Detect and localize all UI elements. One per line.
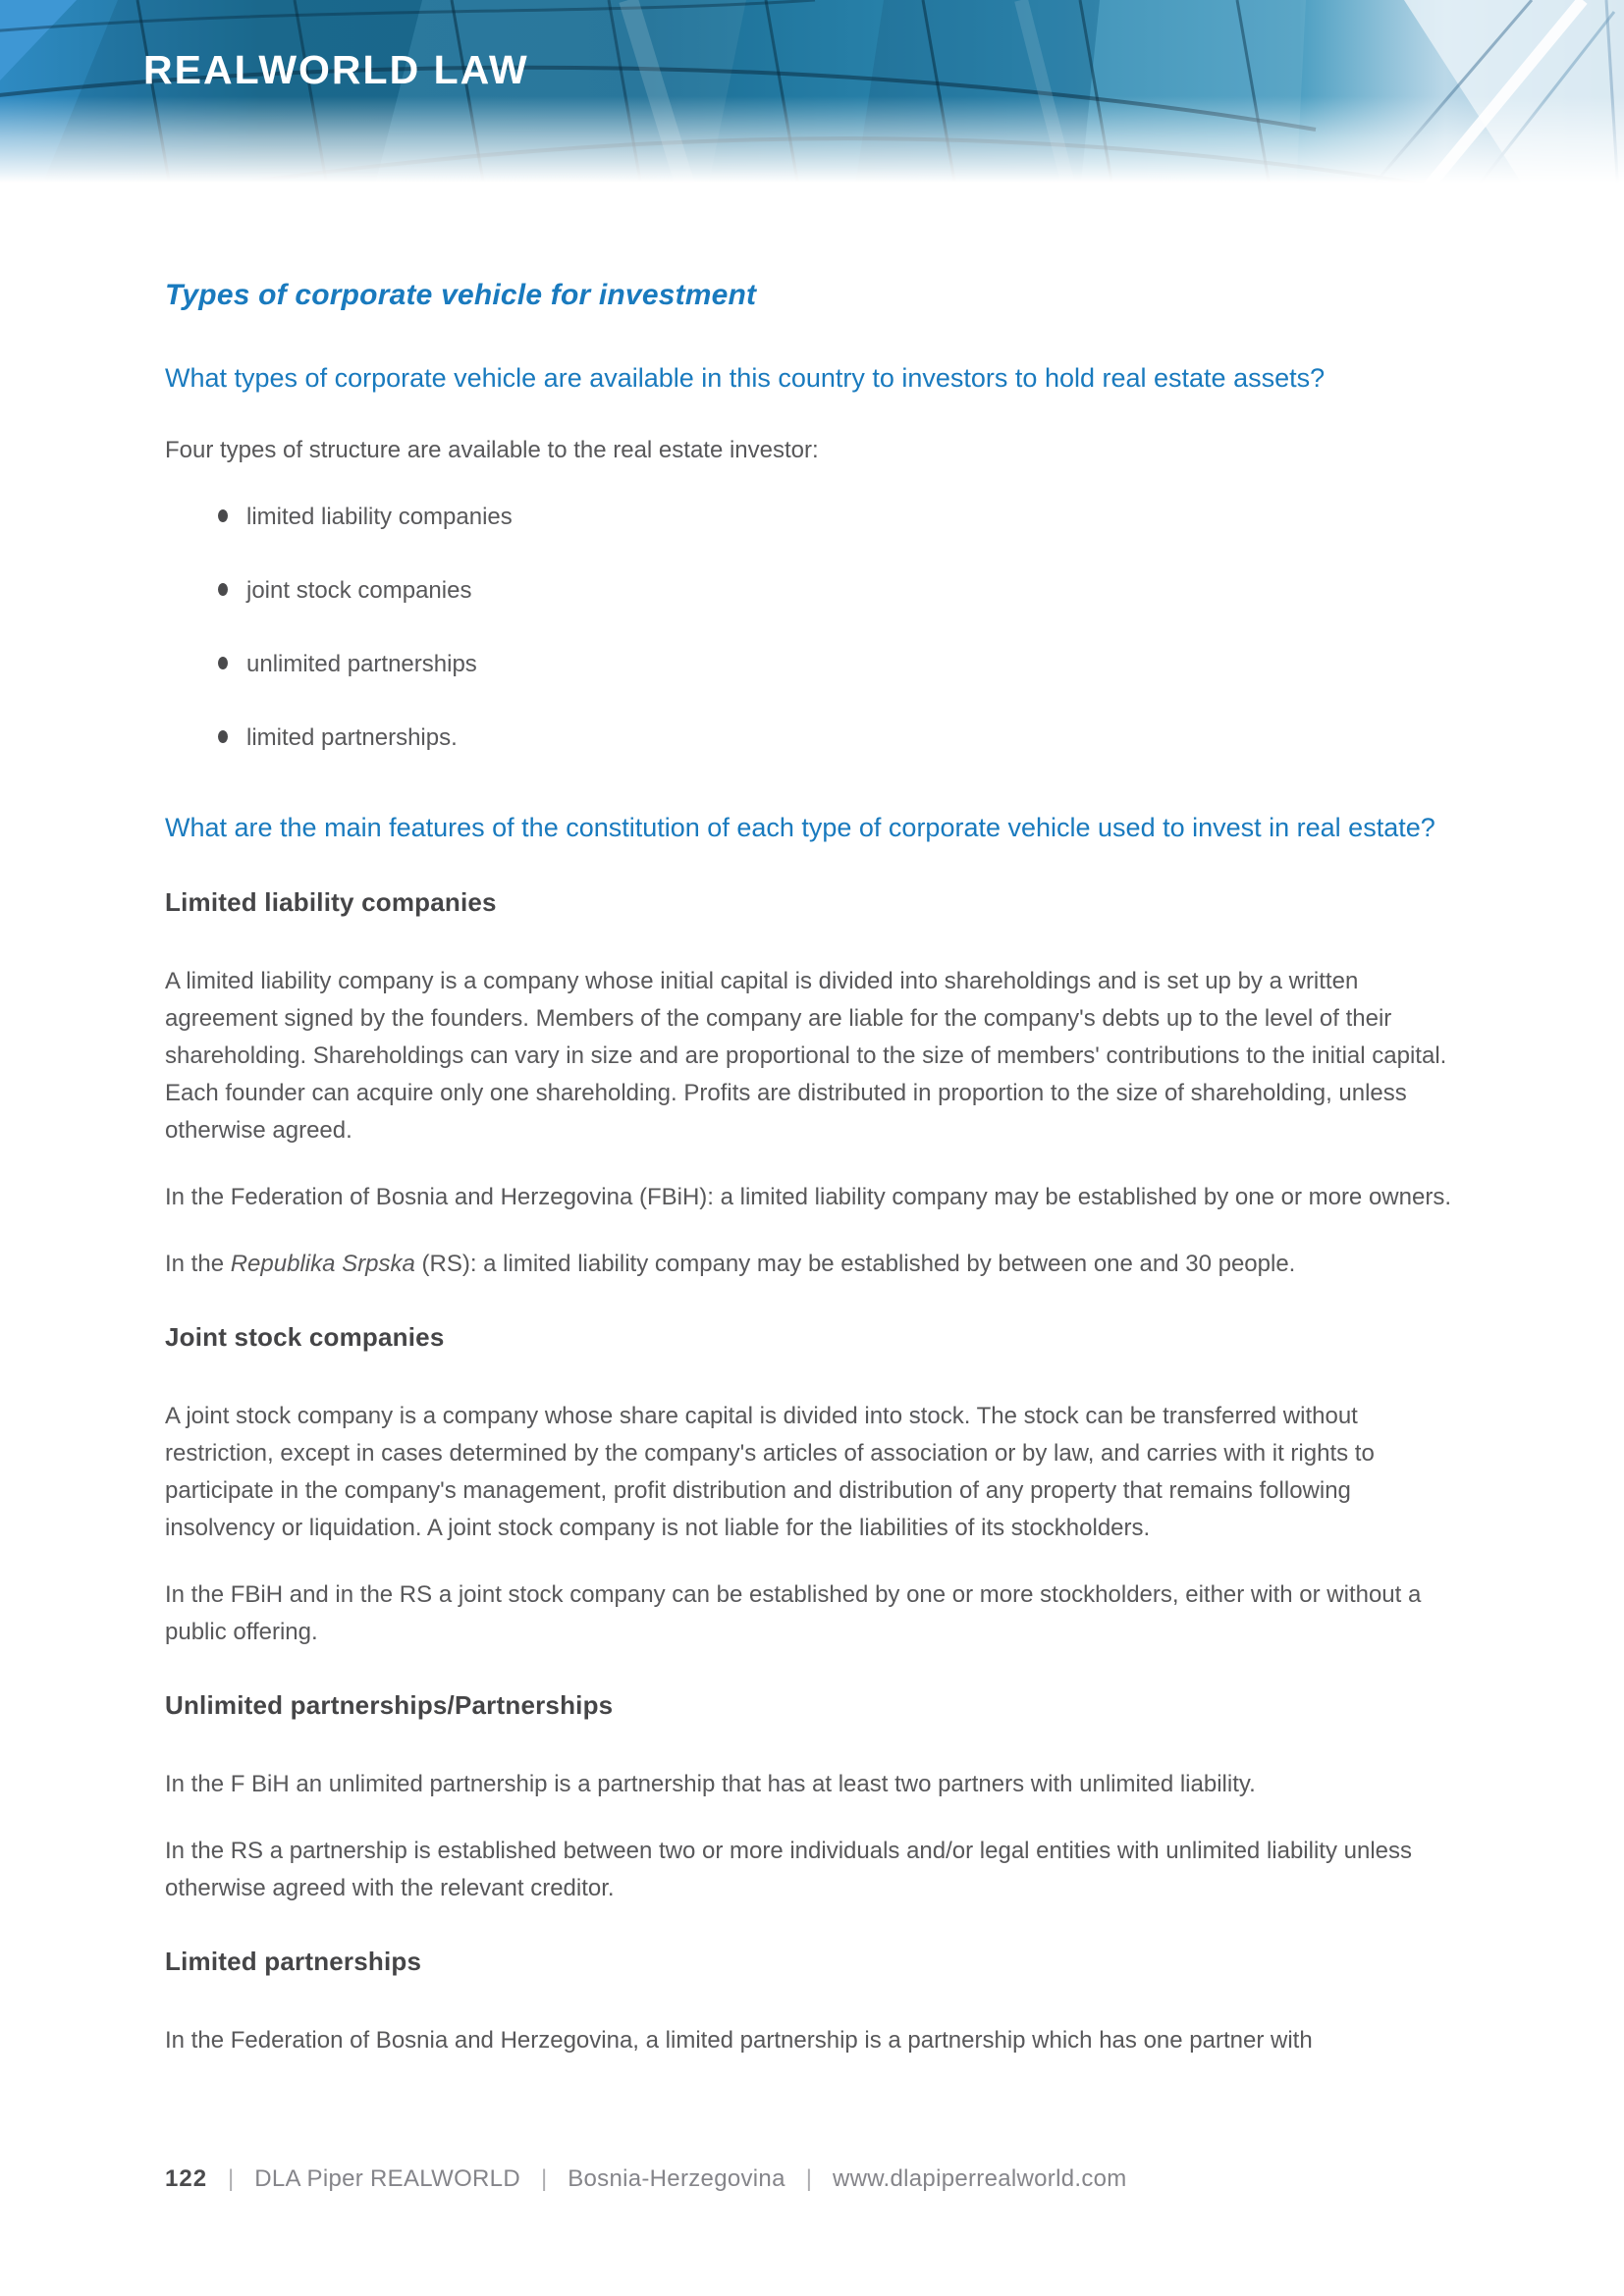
page-footer (165, 2165, 1127, 2193)
question-heading-2: What are the main features of the constitution of each type of corporate vehicle used to invest in real estate? (165, 812, 1435, 842)
subheading-limited-liability-companies: Limited liability companies (165, 887, 497, 918)
page-header-banner (0, 0, 1624, 192)
list-item-label: limited partnerships. (246, 723, 458, 751)
paragraph: A limited liability company is a company whose initial capital is divided into shareholdings and is set up by a written agreement signed by the founders. Members of the company are liable for the company's debts up to the level of their shareholding. Shareholdings can vary in size and are proportional to the size of members' contributions to the initial capital. Each founder can acquire only one shareholding. Profits are distributed in proportion to the size of shareholding, unless otherwise agreed. (165, 968, 1447, 1145)
paragraph-text: (RS): a limited liability company may be established by between one and 30 people. (414, 1251, 1296, 1278)
paragraph: In the FBiH and in the RS a joint stock company can be established by one or more stockholders, either with or without a public offering. (165, 1581, 1422, 1646)
lead-paragraph: Four types of structure are available to the real estate investor: (165, 436, 819, 463)
list-item (165, 576, 1467, 606)
subheading-limited-partnerships: Limited partnerships (165, 1947, 422, 1977)
list-item-label: limited liability companies (246, 503, 513, 530)
paragraph-italic-term: Republika Srpska (230, 1251, 415, 1278)
paragraph: In the Federation of Bosnia and Herzegovina (FBiH): a limited liability company may be established by one or more owners. (165, 1184, 1451, 1211)
page-number: 122 (165, 2165, 208, 2192)
page-content (0, 279, 1624, 2059)
bullet-icon (218, 657, 228, 669)
glass-building-image (0, 0, 1624, 192)
footer-country: Bosnia-Herzegovina (568, 2165, 785, 2192)
section-title: Types of corporate vehicle for investment (165, 279, 757, 311)
footer-brand: DLA Piper REALWORLD (254, 2165, 520, 2192)
paragraph (165, 1246, 1467, 1283)
brand-title: REALWORLD LAW (143, 47, 529, 92)
footer-url: www.dlapiperrealworld.com (832, 2165, 1127, 2192)
subheading-unlimited-partnerships: Unlimited partnerships/Partnerships (165, 1690, 614, 1721)
bullet-list (165, 503, 1467, 753)
paragraph: A joint stock company is a company whose share capital is divided into stock. The stock can be transferred without restriction, except in cases determined by the company's articles of association or by law, and carries with it rights to participate in the company's management, profit distribution and distribution of any property that remains following insolvency or liquidation. A joint stock company is not liable for the liabilities of its stockholders. (165, 1403, 1375, 1542)
subheading-joint-stock-companies: Joint stock companies (165, 1322, 445, 1353)
list-item (165, 503, 1467, 532)
bullet-icon (218, 509, 228, 522)
paragraph: In the Federation of Bosnia and Herzegovina, a limited partnership is a partnership which has one partner with (165, 2027, 1313, 2055)
footer-separator: | (805, 2165, 812, 2192)
bullet-icon (218, 730, 228, 743)
footer-separator: | (540, 2165, 548, 2192)
question-heading-1: What types of corporate vehicle are available in this country to investors to hold real estate assets? (165, 363, 1326, 393)
bullet-icon (218, 583, 228, 596)
list-item (165, 723, 1467, 753)
footer-separator: | (228, 2165, 235, 2192)
list-item-label: unlimited partnerships (246, 650, 477, 677)
list-item-label: joint stock companies (246, 576, 472, 604)
paragraph-text: In the (165, 1251, 231, 1278)
list-item (165, 650, 1467, 679)
paragraph: In the F BiH an unlimited partnership is a partnership that has at least two partners with unlimited liability. (165, 1771, 1256, 1798)
paragraph: In the RS a partnership is established between two or more individuals and/or legal entities with unlimited liability unless otherwise agreed with the relevant creditor. (165, 1838, 1413, 1902)
